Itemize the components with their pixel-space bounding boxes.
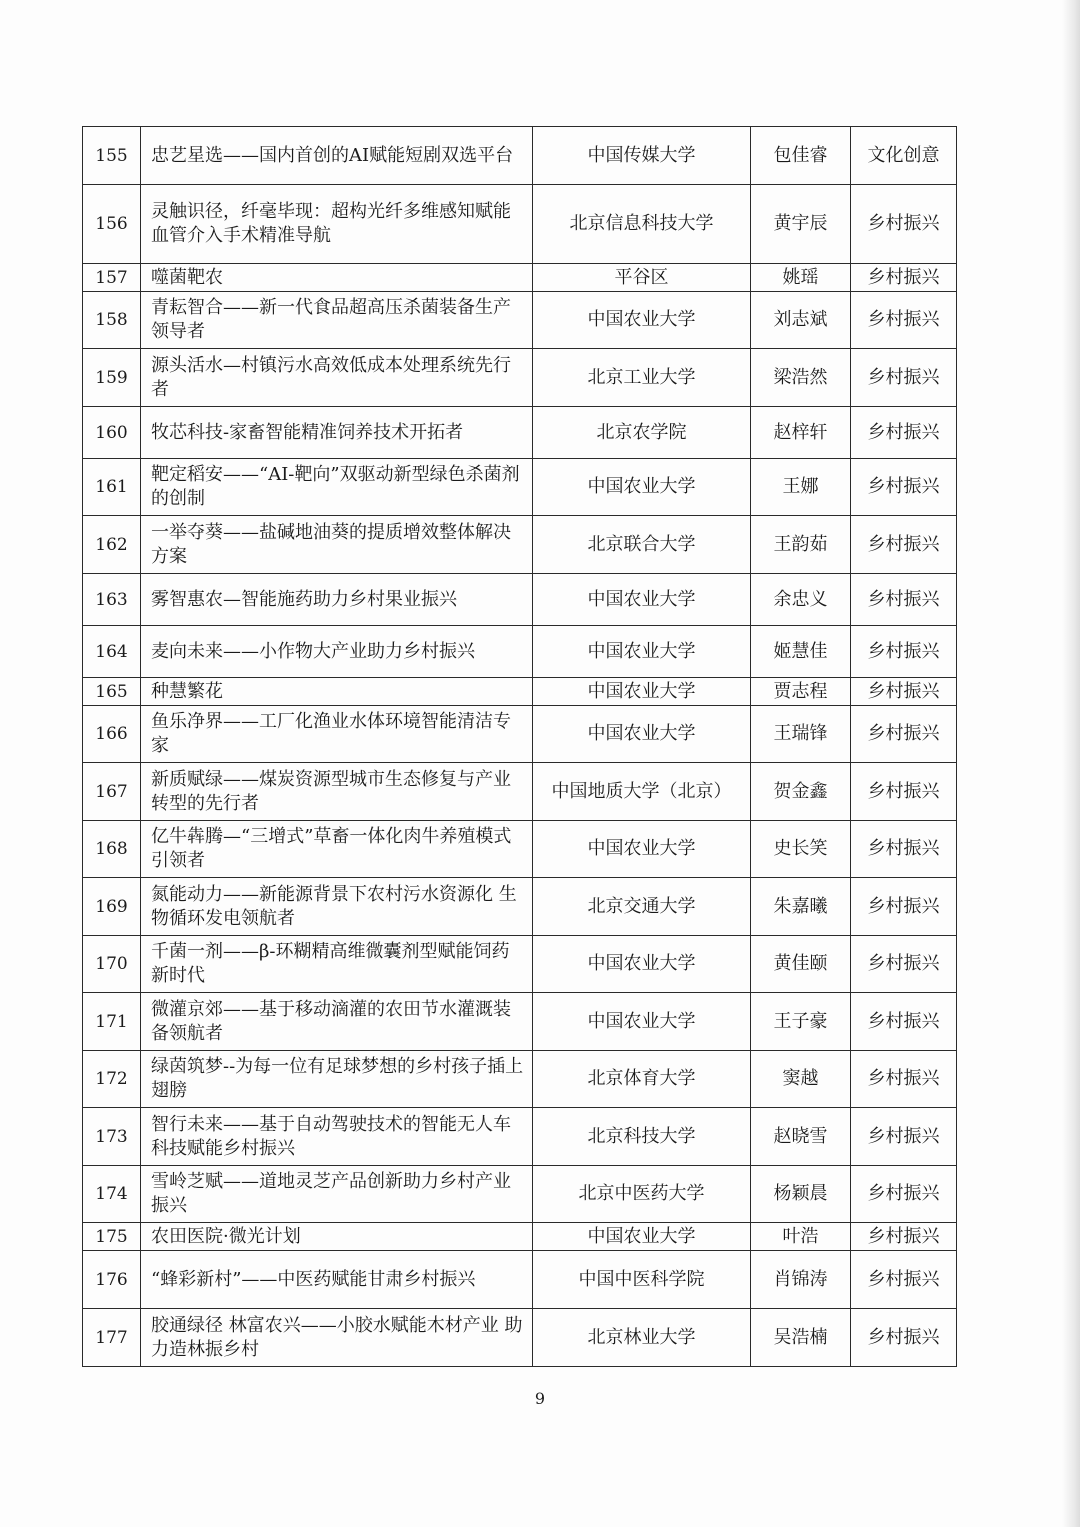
row-number: 160 [83,407,141,459]
organization: 中国农业大学 [533,574,751,626]
project-name: “蜂彩新村”——中医药赋能甘肃乡村振兴 [141,1251,533,1309]
leader-name: 赵梓轩 [751,407,851,459]
table-row [83,574,957,626]
organization: 北京体育大学 [533,1051,751,1108]
organization: 北京科技大学 [533,1108,751,1166]
table-row [83,1309,957,1367]
row-number: 169 [83,878,141,936]
track-category: 乡村振兴 [851,993,957,1051]
organization: 中国农业大学 [533,1223,751,1251]
row-number: 166 [83,706,141,763]
leader-name: 黄佳颐 [751,936,851,993]
project-name: 胶通绿径 林富农兴——小胶水赋能木材产业 助力造林振乡村 [141,1309,533,1367]
track-category: 乡村振兴 [851,678,957,706]
table-row [83,1223,957,1251]
project-name: 青耘智合——新一代食品超高压杀菌装备生产领导者 [141,292,533,349]
track-category: 乡村振兴 [851,706,957,763]
row-number: 170 [83,936,141,993]
organization: 北京中医药大学 [533,1166,751,1223]
leader-name: 包佳睿 [751,127,851,185]
leader-name: 姚瑶 [751,264,851,292]
track-category: 乡村振兴 [851,459,957,516]
table-row [83,407,957,459]
organization: 中国农业大学 [533,993,751,1051]
track-category: 乡村振兴 [851,1309,957,1367]
track-category: 乡村振兴 [851,407,957,459]
organization: 北京农学院 [533,407,751,459]
organization: 北京工业大学 [533,349,751,407]
organization: 北京联合大学 [533,516,751,574]
track-category: 乡村振兴 [851,763,957,821]
row-number: 168 [83,821,141,878]
track-category: 乡村振兴 [851,574,957,626]
leader-name: 姬慧佳 [751,626,851,678]
table-row [83,264,957,292]
table-row [83,516,957,574]
track-category: 文化创意 [851,127,957,185]
organization: 中国农业大学 [533,936,751,993]
table-body [83,127,957,1367]
row-number: 173 [83,1108,141,1166]
table-row [83,185,957,264]
project-name: 灵触识径，纤毫毕现：超构光纤多维感知赋能血管介入手术精准导航 [141,185,533,264]
row-number: 158 [83,292,141,349]
project-name: 雾智惠农—智能施药助力乡村果业振兴 [141,574,533,626]
table-row [83,1166,957,1223]
track-category: 乡村振兴 [851,1251,957,1309]
table-row [83,1108,957,1166]
track-category: 乡村振兴 [851,936,957,993]
leader-name: 刘志斌 [751,292,851,349]
project-name: 忠艺星选——国内首创的AI赋能短剧双选平台 [141,127,533,185]
organization: 中国农业大学 [533,678,751,706]
track-category: 乡村振兴 [851,1166,957,1223]
track-category: 乡村振兴 [851,1108,957,1166]
track-category: 乡村振兴 [851,1223,957,1251]
row-number: 174 [83,1166,141,1223]
leader-name: 肖锦涛 [751,1251,851,1309]
project-name: 绿茵筑梦--为每一位有足球梦想的乡村孩子插上翅膀 [141,1051,533,1108]
leader-name: 余忠义 [751,574,851,626]
leader-name: 王子豪 [751,993,851,1051]
project-name: 种慧繁花 [141,678,533,706]
page-number: 9 [534,1389,546,1408]
table-row [83,878,957,936]
row-number: 161 [83,459,141,516]
leader-name: 王韵茹 [751,516,851,574]
track-category: 乡村振兴 [851,626,957,678]
table-row [83,993,957,1051]
leader-name: 史长笑 [751,821,851,878]
project-name: 智行未来——基于自动驾驶技术的智能无人车科技赋能乡村振兴 [141,1108,533,1166]
row-number: 156 [83,185,141,264]
organization: 北京信息科技大学 [533,185,751,264]
project-name: 新质赋绿——煤炭资源型城市生态修复与产业转型的先行者 [141,763,533,821]
row-number: 163 [83,574,141,626]
leader-name: 贺金鑫 [751,763,851,821]
project-name: 麦向未来——小作物大产业助力乡村振兴 [141,626,533,678]
project-name: 靶定稻安——“AI-靶向”双驱动新型绿色杀菌剂的创制 [141,459,533,516]
row-number: 164 [83,626,141,678]
leader-name: 赵晓雪 [751,1108,851,1166]
row-number: 155 [83,127,141,185]
track-category: 乡村振兴 [851,1051,957,1108]
row-number: 176 [83,1251,141,1309]
track-category: 乡村振兴 [851,878,957,936]
leader-name: 贾志程 [751,678,851,706]
scan-edge-shadow [1062,0,1080,1527]
table-row [83,821,957,878]
table-row [83,349,957,407]
leader-name: 王娜 [751,459,851,516]
row-number: 162 [83,516,141,574]
project-name: 噬菌靶农 [141,264,533,292]
leader-name: 朱嘉曦 [751,878,851,936]
leader-name: 杨颖晨 [751,1166,851,1223]
table-row [83,127,957,185]
leader-name: 叶浩 [751,1223,851,1251]
track-category: 乡村振兴 [851,821,957,878]
project-name: 亿牛犇腾—“三增式”草畜一体化肉牛养殖模式引领者 [141,821,533,878]
organization: 平谷区 [533,264,751,292]
project-name: 氮能动力——新能源背景下农村污水资源化 生物循环发电领航者 [141,878,533,936]
row-number: 159 [83,349,141,407]
track-category: 乡村振兴 [851,516,957,574]
project-name: 农田医院·微光计划 [141,1223,533,1251]
organization: 中国农业大学 [533,292,751,349]
table-row [83,459,957,516]
track-category: 乡村振兴 [851,349,957,407]
organization: 中国农业大学 [533,626,751,678]
table-row [83,936,957,993]
organization: 中国传媒大学 [533,127,751,185]
leader-name: 梁浩然 [751,349,851,407]
row-number: 157 [83,264,141,292]
organization: 中国地质大学（北京） [533,763,751,821]
table-row [83,706,957,763]
leader-name: 窦越 [751,1051,851,1108]
leader-name: 黄宇辰 [751,185,851,264]
organization: 中国中医科学院 [533,1251,751,1309]
project-name: 雪岭芝赋——道地灵芝产品创新助力乡村产业振兴 [141,1166,533,1223]
track-category: 乡村振兴 [851,264,957,292]
table-row [83,626,957,678]
table-row [83,292,957,349]
project-name: 鱼乐净界——工厂化渔业水体环境智能清洁专家 [141,706,533,763]
project-name: 千菌一剂——β-环糊精高维微囊剂型赋能饲药新时代 [141,936,533,993]
leader-name: 王瑞锋 [751,706,851,763]
organization: 中国农业大学 [533,821,751,878]
project-name: 牧芯科技-家畜智能精准饲养技术开拓者 [141,407,533,459]
row-number: 167 [83,763,141,821]
track-category: 乡村振兴 [851,292,957,349]
table-row [83,1251,957,1309]
organization: 北京林业大学 [533,1309,751,1367]
leader-name: 吴浩楠 [751,1309,851,1367]
row-number: 165 [83,678,141,706]
row-number: 171 [83,993,141,1051]
row-number: 175 [83,1223,141,1251]
organization: 中国农业大学 [533,706,751,763]
project-name: 微灌京郊——基于移动滴灌的农田节水灌溉装备领航者 [141,993,533,1051]
organization: 北京交通大学 [533,878,751,936]
row-number: 177 [83,1309,141,1367]
table-row [83,1051,957,1108]
table-row [83,678,957,706]
row-number: 172 [83,1051,141,1108]
project-name: 源头活水—村镇污水高效低成本处理系统先行者 [141,349,533,407]
track-category: 乡村振兴 [851,185,957,264]
project-name: 一举夺葵——盐碱地油葵的提质增效整体解决方案 [141,516,533,574]
organization: 中国农业大学 [533,459,751,516]
project-table [82,126,957,1367]
table-row [83,763,957,821]
